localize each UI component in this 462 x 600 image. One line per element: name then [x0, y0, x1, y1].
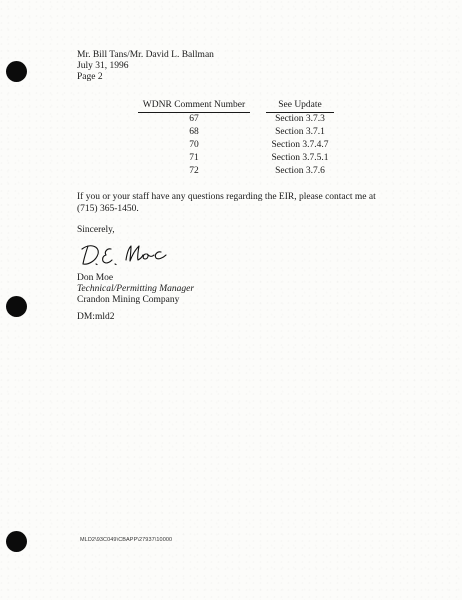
binder-hole	[6, 531, 27, 552]
letter-header	[77, 50, 214, 83]
page-number: Page 2	[77, 72, 103, 82]
signer-title: Technical/Permitting Manager	[77, 284, 195, 294]
table-row	[138, 113, 334, 127]
column-header-see-update: See Update	[266, 99, 334, 113]
signer-company: Crandon Mining Company	[77, 295, 180, 305]
recipients-line: Mr. Bill Tans/Mr. David L. Ballman	[77, 50, 214, 60]
binder-hole	[6, 61, 27, 82]
comment-update-table	[138, 99, 334, 178]
section-cell: Section 3.7.5.1	[271, 153, 329, 163]
table-row	[138, 139, 334, 152]
section-cell: Section 3.7.4.7	[271, 140, 329, 150]
column-header-comment-number: WDNR Comment Number	[138, 99, 250, 113]
comment-number-cell: 67	[189, 114, 199, 124]
table-row	[138, 165, 334, 178]
comment-number-cell: 71	[189, 153, 199, 163]
section-cell: Section 3.7.1	[275, 127, 325, 137]
binder-hole	[6, 296, 27, 317]
section-cell: Section 3.7.6	[275, 166, 325, 176]
comment-number-cell: 70	[189, 140, 199, 150]
comment-number-cell: 68	[189, 127, 199, 137]
table-row	[138, 126, 334, 139]
handwritten-signature	[80, 240, 170, 268]
closing-salutation: Sincerely,	[77, 225, 115, 235]
table-header-row	[138, 99, 334, 113]
document-file-code: MLD2\93C049\CBAPP\27937\10000	[80, 537, 173, 543]
signature-block	[77, 273, 194, 306]
comment-number-cell: 72	[189, 166, 199, 176]
signer-name: Don Moe	[77, 273, 114, 283]
table-row	[138, 152, 334, 165]
section-cell: Section 3.7.3	[275, 114, 325, 124]
contact-paragraph: If you or your staff have any questions regarding the EIR, please contact me at (715) 365-1450.	[77, 192, 376, 214]
typist-initials: DM:mld2	[77, 312, 115, 322]
date-line: July 31, 1996	[77, 61, 129, 71]
